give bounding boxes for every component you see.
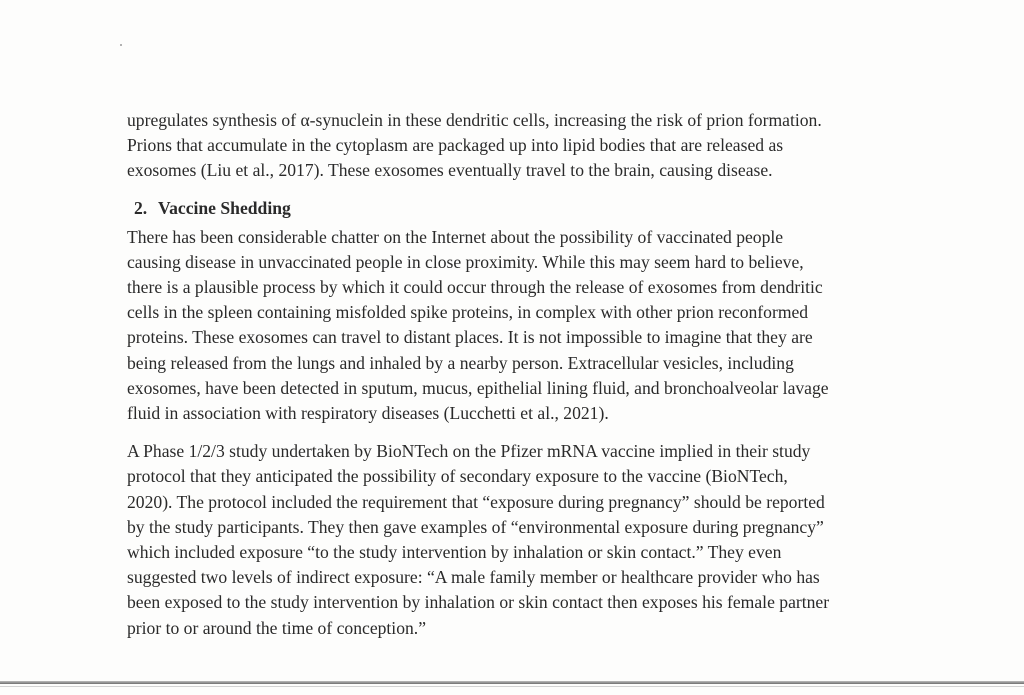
text-line: been exposed to the study intervention by inhalation or skin contact then exposes his female partner (127, 592, 830, 613)
section-heading (127, 196, 927, 221)
text-line: exosomes (Liu et al., 2017). These exosomes eventually travel to the brain, causing disease. (127, 160, 773, 181)
text-line: exosomes, have been detected in sputum, mucus, epithelial lining fluid, and bronchoalveolar lavage (127, 377, 829, 398)
text-line: causing disease in unvaccinated people in close proximity. While this may seem hard to believe, (127, 251, 804, 272)
section-number: 2. (134, 197, 148, 218)
text-line: which included exposure “to the study intervention by inhalation or skin contact.” They even (127, 542, 782, 563)
paragraph-vaccine-shedding (127, 225, 927, 427)
text-line: A Phase 1/2/3 study undertaken by BioNTech on the Pfizer mRNA vaccine implied in their study (127, 441, 811, 462)
text-line: by the study participants. They then gave examples of “environmental exposure during pregnancy” (127, 516, 824, 537)
page-bottom-edge-shadow (0, 686, 1024, 687)
text-line: being released from the lungs and inhaled by a nearby person. Extracellular vesicles, including (127, 352, 794, 373)
text-line: cells in the spleen containing misfolded spike proteins, in complex with other prion reconformed (127, 302, 809, 323)
section-title: Vaccine Shedding (158, 197, 291, 218)
scan-speck (120, 44, 122, 46)
text-line: Prions that accumulate in the cytoplasm are packaged up into lipid bodies that are released as (127, 135, 784, 156)
text-line: upregulates synthesis of α-synuclein in these dendritic cells, increasing the risk of prion formation. (127, 110, 822, 130)
text-line: prior to or around the time of conception.” (127, 617, 426, 638)
document-body (127, 108, 927, 641)
text-line: there is a plausible process by which it could occur through the release of exosomes from dendritic (127, 277, 823, 298)
text-line: suggested two levels of indirect exposure: “A male family member or healthcare provider who has (127, 567, 820, 588)
text-line: proteins. These exosomes can travel to distant places. It is not impossible to imagine that they are (127, 327, 813, 348)
text-line: fluid in association with respiratory diseases (Lucchetti et al., 2021). (127, 403, 609, 424)
page-bottom-edge (0, 681, 1024, 684)
paragraph-biontech-study (127, 439, 927, 641)
text-line: There has been considerable chatter on the Internet about the possibility of vaccinated people (127, 226, 784, 247)
text-line: protocol that they anticipated the possibility of secondary exposure to the vaccine (BioNTech, (127, 466, 788, 487)
paragraph-prion-formation (127, 108, 927, 184)
text-line: 2020). The protocol included the requirement that “exposure during pregnancy” should be reported (127, 491, 825, 512)
